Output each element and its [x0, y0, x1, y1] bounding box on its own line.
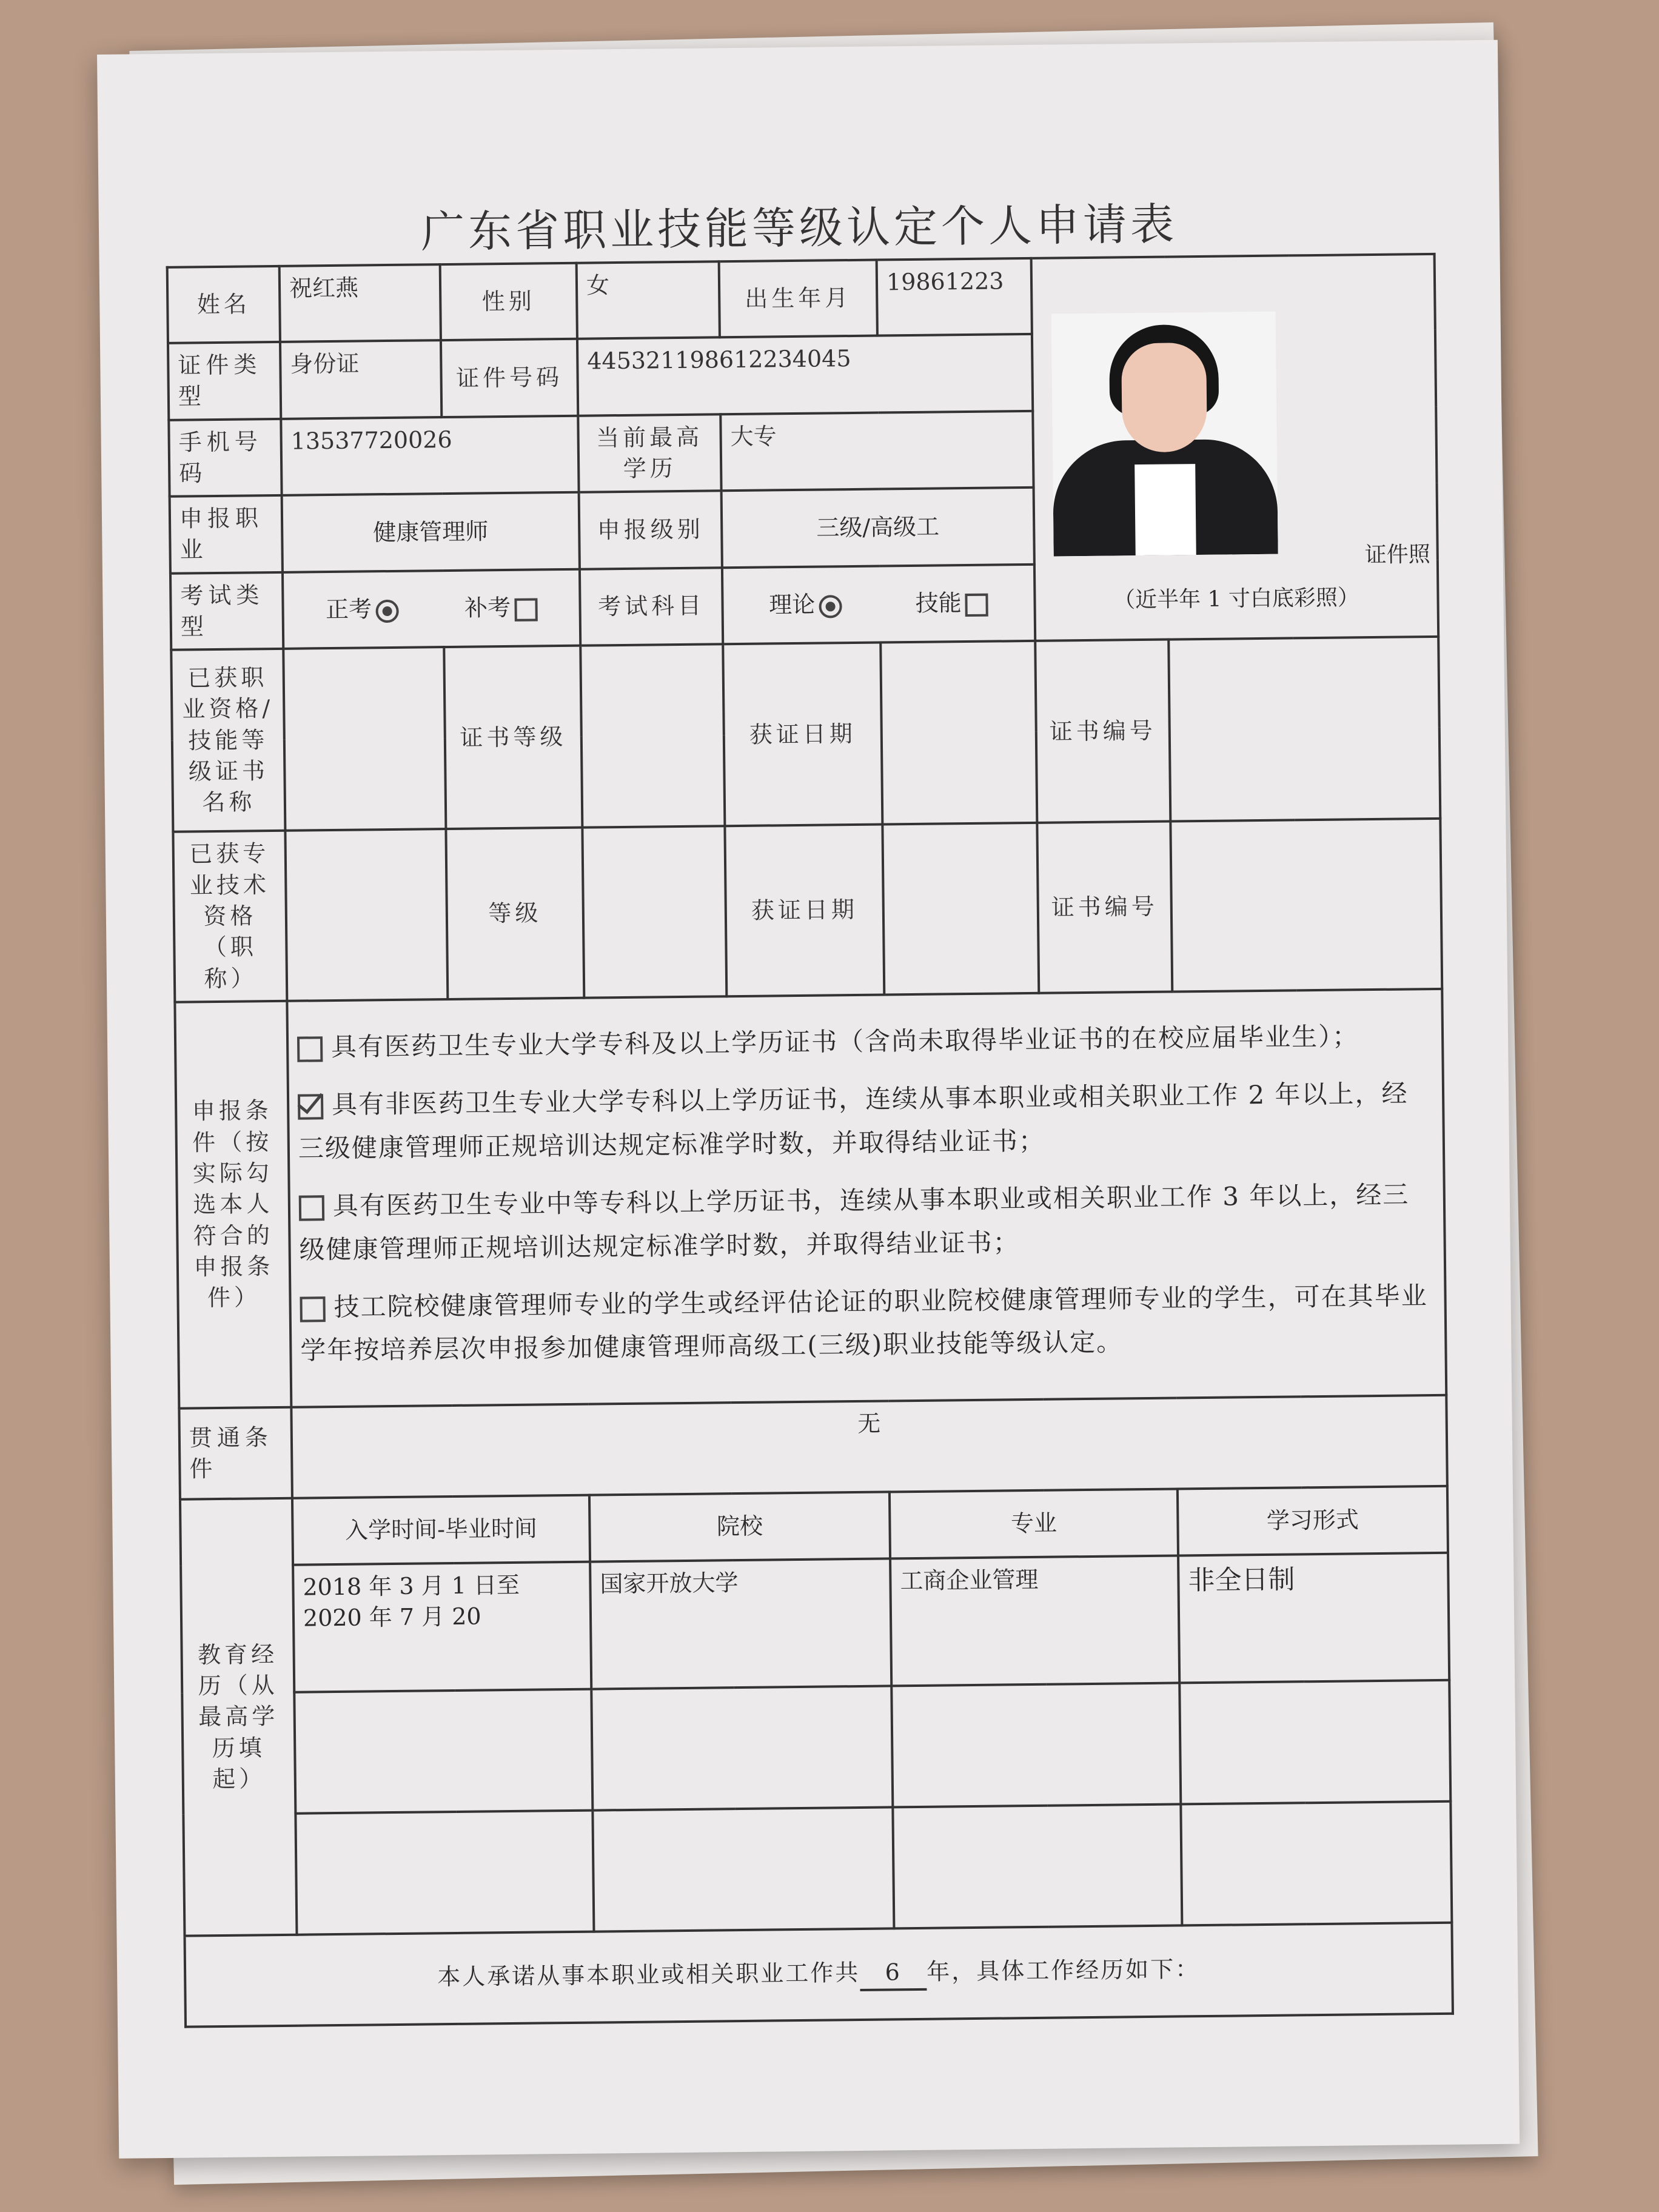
application-form-sheet — [97, 40, 1520, 2159]
photo-label: 证件照 — [1364, 542, 1430, 568]
checkbox-empty-icon — [965, 594, 988, 617]
checkbox-empty-icon[interactable] — [297, 1036, 323, 1062]
cert-level-cell[interactable] — [580, 645, 725, 828]
subject-skill-option[interactable]: 技能 — [916, 588, 989, 620]
id-no-value[interactable]: 445321198612234045 — [577, 334, 1033, 415]
edu-period-header: 入学时间-毕业时间 — [292, 1495, 590, 1564]
form-title: 广东省职业技能等级认定个人申请表 — [420, 198, 1178, 258]
id-type-label: 证件类型 — [168, 342, 281, 420]
qualification-label: 已获职业资格/技能等级证书名称 — [171, 649, 285, 832]
transfer-label: 贯通条件 — [179, 1407, 292, 1500]
edu-major-header: 专业 — [890, 1489, 1178, 1558]
checkbox-empty-icon — [514, 598, 537, 621]
birth-value[interactable]: 19861223 — [877, 258, 1032, 336]
name-label: 姓名 — [167, 266, 280, 343]
cert-level-label: 证书等级 — [444, 646, 582, 829]
name-value[interactable]: 祝红燕 — [280, 264, 441, 342]
edu-school-header: 院校 — [589, 1492, 890, 1561]
tech-level-cell[interactable] — [582, 826, 726, 998]
edu-major-empty[interactable] — [893, 1804, 1182, 1928]
tech-date-label: 获证日期 — [725, 825, 884, 996]
condition-item[interactable]: 具有医药卫生专业中等专科以上学历证书，连续从事本职业或相关职业工作 3 年以上，经三级健康管理师正规培训达规定标准学时数，并取得结业证书； — [299, 1179, 1410, 1265]
checkbox-empty-icon[interactable] — [300, 1296, 325, 1322]
birth-label: 出生年月 — [719, 260, 877, 338]
cert-date-cell[interactable] — [880, 641, 1037, 825]
tech-qualification-cell[interactable] — [285, 829, 447, 1000]
cert-no-label: 证书编号 — [1035, 640, 1170, 823]
exam-type-label: 考试类型 — [170, 572, 283, 651]
edu-mode-header: 学习形式 — [1178, 1486, 1448, 1556]
education-history-label: 教育经历（从最高学历填起） — [180, 1498, 297, 1936]
condition-item[interactable]: 具有非医药卫生专业大学专科以上学历证书，连续从事本职业或相关职业工作 2 年以上，经三级健康管理师正规培训达规定标准学时数，并取得结业证书； — [298, 1078, 1409, 1164]
edu-mode-empty[interactable] — [1181, 1801, 1452, 1926]
condition-item[interactable]: 技工院校健康管理师专业的学生或经评估论证的职业院校健康管理师专业的学生，可在其毕业学年按培养层次申报参加健康管理师高级工(三级)职业技能等级认定。 — [300, 1281, 1428, 1366]
subject-theory-option[interactable]: 理论 — [769, 589, 842, 622]
transfer-value[interactable]: 无 — [291, 1395, 1447, 1498]
tech-date-cell[interactable] — [882, 823, 1039, 994]
subject-label: 考试科目 — [580, 568, 723, 646]
education-label: 当前最高学历 — [578, 414, 721, 492]
conditions-label: 申报条件（按实际勾选本人符合的申报条件） — [175, 1001, 291, 1409]
subject-options — [722, 565, 1035, 645]
edu-school-empty[interactable] — [591, 1686, 893, 1810]
tech-level-label: 等级 — [446, 828, 584, 999]
tech-no-label: 证书编号 — [1037, 822, 1172, 993]
phone-label: 手机号码 — [169, 418, 281, 497]
edu-period-empty[interactable] — [294, 1689, 592, 1813]
id-no-label: 证件号码 — [441, 339, 578, 417]
checkbox-empty-icon[interactable] — [299, 1195, 324, 1221]
education-value[interactable]: 大专 — [720, 411, 1033, 491]
edu-school-empty[interactable] — [592, 1807, 894, 1931]
conditions-list — [287, 989, 1446, 1407]
edu-mode-empty[interactable] — [1179, 1680, 1450, 1805]
tech-no-cell[interactable] — [1170, 819, 1442, 991]
tech-qualification-label: 已获专业技术资格（职称） — [173, 831, 287, 1002]
exam-type-makeup-option[interactable]: 补考 — [464, 592, 538, 625]
id-type-value[interactable]: 身份证 — [280, 340, 441, 418]
photo-cell — [1031, 254, 1439, 641]
edu-major-empty[interactable] — [891, 1683, 1181, 1807]
exam-type-regular-option[interactable]: 正考 — [326, 594, 399, 626]
edu-period-empty[interactable] — [295, 1810, 594, 1934]
cert-date-label: 获证日期 — [723, 643, 882, 826]
level-label: 申报级别 — [579, 491, 722, 569]
edu-major-value[interactable]: 工商企业管理 — [890, 1555, 1179, 1686]
edu-mode-value[interactable]: 非全日制 — [1178, 1553, 1449, 1683]
radio-checked-icon — [819, 595, 842, 618]
work-promise: 本人承诺从事本职业或相关职业工作共 6 年，具体工作经历如下： — [184, 1923, 1452, 2027]
occupation-label: 申报职业 — [170, 495, 283, 574]
qualification-name-cell[interactable] — [283, 647, 446, 831]
edu-period-value[interactable]: 2018 年 3 月 1 日至 2020 年 7 月 20 — [293, 1561, 591, 1692]
edu-school-value[interactable]: 国家开放大学 — [590, 1558, 891, 1689]
application-form-table — [166, 253, 1454, 2028]
exam-type-options — [283, 569, 580, 649]
condition-item[interactable]: 具有医药卫生专业大学专科及以上学历证书（含尚未取得毕业证书的在校应届毕业生）； — [297, 1014, 1433, 1069]
gender-value[interactable]: 女 — [577, 261, 720, 338]
level-value[interactable]: 三级/高级工 — [722, 488, 1034, 568]
id-photo — [1051, 312, 1278, 557]
phone-value[interactable]: 13537720026 — [281, 415, 578, 495]
work-years-field[interactable]: 6 — [860, 1957, 927, 1991]
radio-checked-icon — [375, 600, 398, 623]
occupation-value[interactable]: 健康管理师 — [282, 492, 580, 572]
checkbox-checked-icon[interactable] — [298, 1094, 323, 1120]
cert-no-cell[interactable] — [1168, 637, 1440, 822]
gender-label: 性别 — [440, 263, 577, 340]
photo-note: （近半年 1 寸白底彩照） — [1113, 585, 1360, 613]
